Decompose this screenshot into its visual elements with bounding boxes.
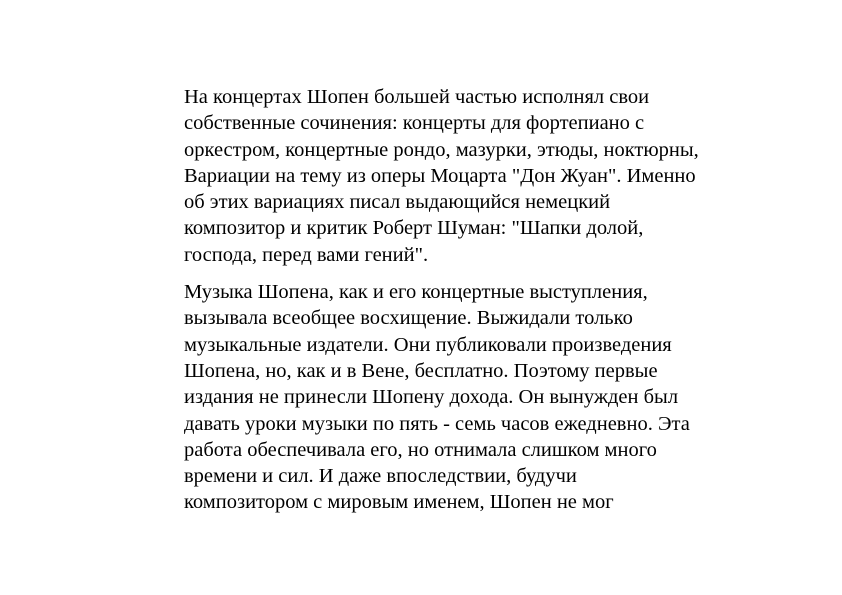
text-line: работа обеспечивала его, но отнимала слишком много [184,438,657,461]
text-line: господа, перед вами гений". [184,243,429,266]
paragraph-2 [184,279,764,516]
text-line: оркестром, концертные рондо, мазурки, этюды, ноктюрны, [184,138,699,161]
text-line: об этих вариациях писал выдающийся немецкий [184,191,611,214]
text-line: издания не принесли Шопену дохода. Он вынужден был [184,386,679,409]
paragraph-1 [184,84,764,268]
text-line: Шопена, но, как и в Вене, бесплатно. Поэтому первые [184,359,658,382]
text-line: собственные сочинения: концерты для фортепиано с [184,112,645,135]
text-line: композитор и критик Роберт Шуман: "Шапки долой, [184,217,644,240]
text-line: вызывала всеобщее восхищение. Выжидали только [184,307,633,330]
text-line: композитором с мировым именем, Шопен не мог [184,491,614,514]
text-line: давать уроки музыки по пять - семь часов ежедневно. Эта [184,412,690,435]
text-line: Музыка Шопена, как и его концертные выступления, [184,281,648,304]
text-line: музыкальные издатели. Они публиковали произведения [184,333,672,356]
text-line: Вариации на тему из оперы Моцарта "Дон Жуан". Именно [184,164,696,187]
text-line: времени и сил. И даже впоследствии, будучи [184,465,577,488]
text-block [184,84,764,516]
text-line: На концертах Шопен большей частью исполнял свои [184,86,650,108]
